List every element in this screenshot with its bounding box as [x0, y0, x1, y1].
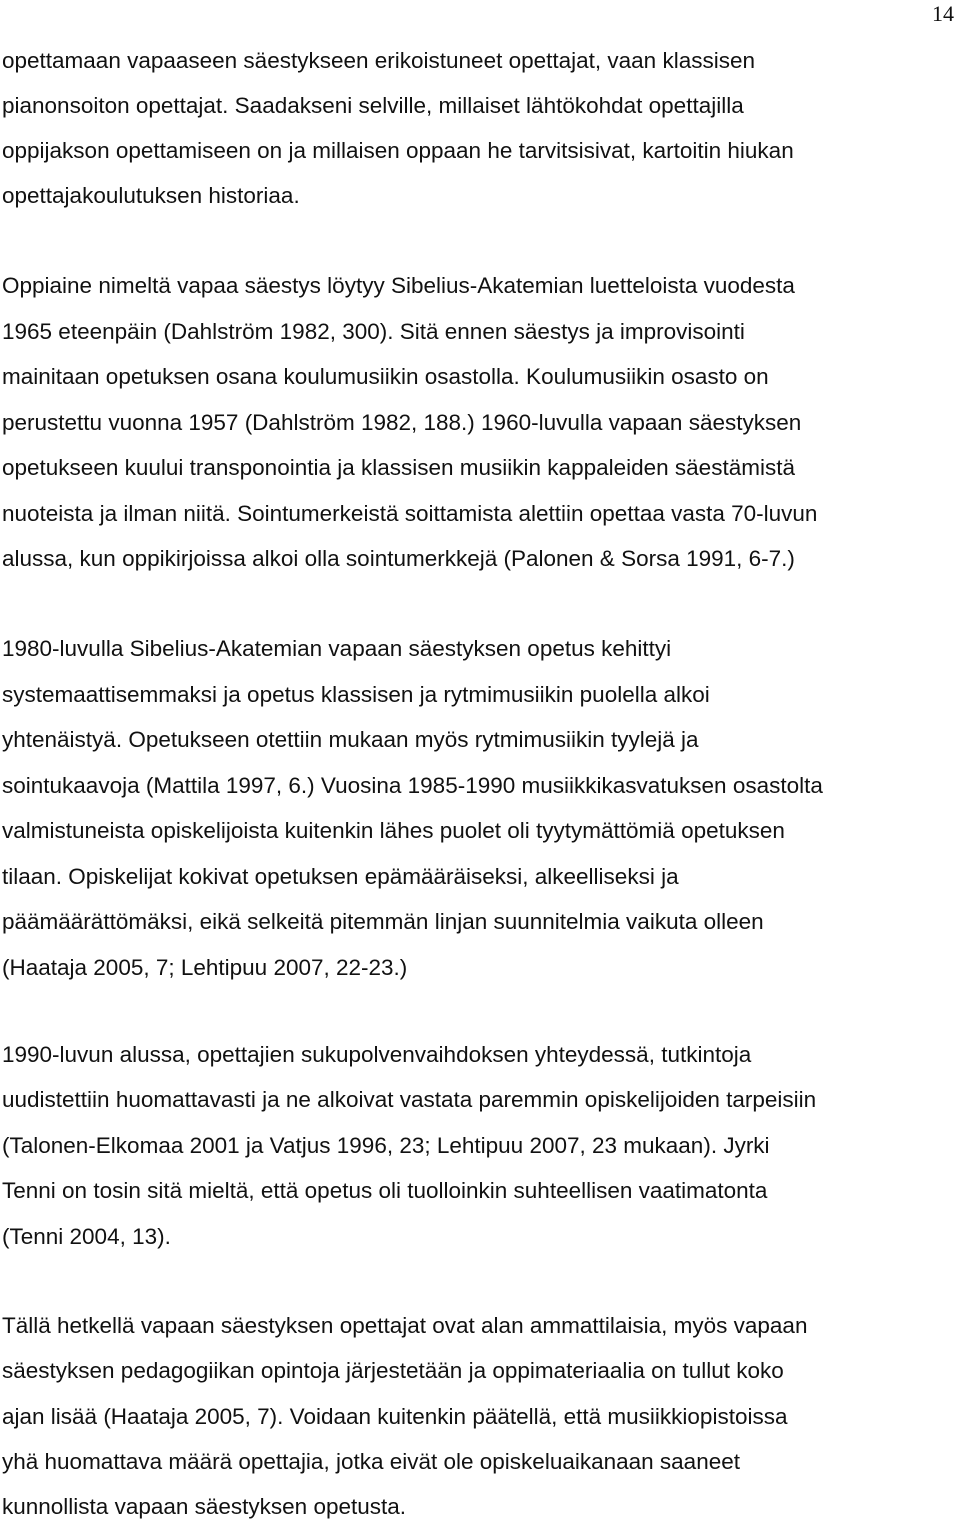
text-line: uudistettiin huomattavasti ja ne alkoivat vastata paremmin opiskelijoiden tarpeisiin: [2, 1087, 817, 1113]
paragraph-1980s: [2, 626, 823, 990]
text-line: kunnollista vapaan säestyksen opetusta.: [2, 1494, 407, 1520]
text-line: päämäärättömäksi, eikä selkeitä pitemmän linjan suunnitelmia vaikuta olleen: [2, 909, 764, 934]
text-line: Tällä hetkellä vapaan säestyksen opettajat ovat alan ammattilaisia, myös vapaan: [2, 1313, 808, 1338]
text-line: (Talonen-Elkomaa 2001 ja Vatjus 1996, 23; Lehtipuu 2007, 23 mukaan). Jyrki: [2, 1132, 770, 1158]
text-line: (Tenni 2004, 13).: [2, 1223, 171, 1249]
text-line: pianonsoiton opettajat. Saadakseni selville, millaiset lähtökohdat opettajilla: [2, 93, 744, 118]
text-line: valmistuneista opiskelijoista kuitenkin lähes puolet oli tyytymättömiä opetuksen: [2, 818, 785, 843]
text-line: oppijakson opettamiseen on ja millaisen oppaan he tarvitsisivat, kartoitin hiukan: [2, 138, 794, 163]
paragraph-subject-history: [2, 263, 817, 582]
paragraph-teacher-background: [2, 38, 794, 218]
text-line: mainitaan opetuksen osana koulumusiikin osastolla. Koulumusiikin osasto on: [2, 364, 769, 389]
text-line: alussa, kun oppikirjoissa alkoi olla sointumerkkejä (Palonen & Sorsa 1991, 6-7.): [2, 546, 795, 571]
text-line: 1980-luvulla Sibelius-Akatemian vapaan säestyksen opetus kehittyi: [2, 636, 672, 661]
text-line: opettajakoulutuksen historiaa.: [2, 183, 300, 208]
text-line: Tenni on tosin sitä mieltä, että opetus oli tuolloinkin suhteellisen vaatimatonta: [2, 1178, 768, 1204]
text-line: perustettu vuonna 1957 (Dahlström 1982, 188.) 1960-luvulla vapaan säestyksen: [2, 409, 802, 435]
text-line: opetukseen kuului transponointia ja klassisen musiikin kappaleiden säestämistä: [2, 455, 795, 480]
text-line: systemaattisemmaksi ja opetus klassisen ja rytmimusiikin puolella alkoi: [2, 681, 710, 707]
page-number: 14: [932, 1, 954, 26]
text-line: Oppiaine nimeltä vapaa säestys löytyy Sibelius-Akatemian luetteloista vuodesta: [2, 273, 795, 298]
text-line: yhä huomattava määrä opettajia, jotka eivät ole opiskeluaikanaan saaneet: [2, 1448, 740, 1474]
text-line: (Haataja 2005, 7; Lehtipuu 2007, 22-23.): [2, 954, 408, 980]
text-line: opettamaan vapaaseen säestykseen erikoistuneet opettajat, vaan klassisen: [2, 48, 755, 73]
text-line: 1990-luvun alussa, opettajien sukupolvenvaihdoksen yhteydessä, tutkintoja: [2, 1042, 752, 1067]
paragraph-1990s: [2, 1032, 816, 1259]
text-line: säestyksen pedagogiikan opintoja järjestetään ja oppimateriaalia on tullut koko: [2, 1358, 784, 1384]
text-line: nuoteista ja ilman niitä. Sointumerkeistä soittamista alettiin opettaa vasta 70-luvun: [2, 500, 818, 526]
text-line: yhtenäistyä. Opetukseen otettiin mukaan myös rytmimusiikin tyylejä ja: [2, 727, 699, 752]
text-line: 1965 eteenpäin (Dahlström 1982, 300). Sitä ennen säestys ja improvisointi: [2, 318, 745, 344]
text-line: sointukaavoja (Mattila 1997, 6.) Vuosina 1985-1990 musiikkikasvatuksen osastolta: [2, 772, 823, 798]
text-line: ajan lisää (Haataja 2005, 7). Voidaan kuitenkin päätellä, että musiikkiopistoissa: [2, 1403, 788, 1429]
text-line: tilaan. Opiskelijat kokivat opetuksen epämääräiseksi, alkeelliseksi ja: [2, 863, 679, 889]
paragraph-current-situation: [2, 1303, 807, 1529]
